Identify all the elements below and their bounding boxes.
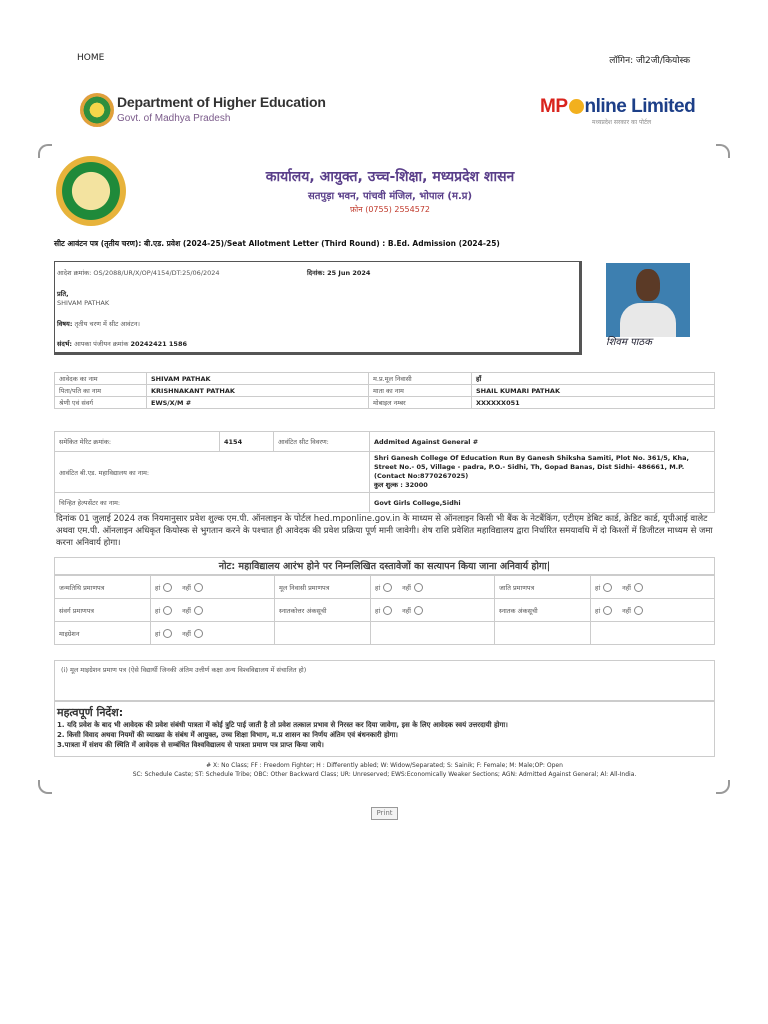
yes-label: हां [375, 606, 381, 615]
yes-option [595, 584, 612, 592]
candidate-signature: शिवम पाठक [606, 337, 652, 348]
radio-button[interactable] [414, 583, 423, 592]
yes-label: हां [595, 583, 601, 592]
dhe-emblem-icon [80, 93, 114, 127]
date-line: दिनांक: 25 Jun 2024 [307, 269, 371, 277]
document-options [151, 622, 275, 645]
field-label: म.प्र.मूल निवासी [369, 373, 472, 385]
radio-button[interactable] [383, 606, 392, 615]
field-label: माता का नाम [369, 385, 472, 397]
no-option [402, 584, 423, 592]
radio-button[interactable] [163, 583, 172, 592]
no-option [622, 607, 643, 615]
radio-button[interactable] [194, 606, 203, 615]
document-options [591, 576, 715, 599]
document-label [495, 622, 591, 645]
radio-button[interactable] [634, 583, 643, 592]
document-options [151, 599, 275, 622]
frame-corner [38, 780, 52, 794]
candidate-details-table [54, 372, 715, 409]
instruction-item: 2. किसी विवाद अथवा नियमों की व्याख्या के संबंध में आयुक्त, उच्च शिक्षा विभाग, म.प्र शासन का निर्णय अंतिम एवं बंधनकारी होगा। [57, 731, 398, 739]
college-label: आवंटित बी.एड. महाविद्यालय का नाम: [55, 452, 370, 493]
document-options [371, 576, 495, 599]
seat-type-label: आवंटित सीट विवरण: [274, 432, 370, 452]
no-label: नहीं [182, 583, 191, 592]
radio-button[interactable] [603, 583, 612, 592]
table-row [55, 373, 715, 385]
field-value: SHIVAM PATHAK [147, 373, 369, 385]
document-options [371, 622, 495, 645]
document-label: माइग्रेशन [55, 622, 151, 645]
document-options [591, 622, 715, 645]
yes-option [155, 584, 172, 592]
to-label: प्रति, [57, 290, 69, 298]
merit-label: समेकित मेरिट क्रमांक: [55, 432, 220, 452]
frame-corner [716, 780, 730, 794]
table-row [55, 576, 715, 599]
print-button[interactable]: Print [371, 807, 398, 820]
radio-button[interactable] [634, 606, 643, 615]
no-option [402, 607, 423, 615]
office-title: कार्यालय, आयुक्त, उच्च-शिक्षा, मध्यप्रदेश शासन [265, 169, 515, 185]
mponline-tagline: मध्यप्रदेश सरकार का पोर्टल [592, 119, 652, 126]
radio-button[interactable] [383, 583, 392, 592]
migration-note: (i) मूल माइग्रेशन प्रमाण पत्र (ऐसे विद्यार्थी जिनकी अंतिम उत्तीर्ण कक्षा अन्य विश्वविद्यालय में संचालित हो) [54, 660, 715, 701]
table-row [55, 397, 715, 409]
no-option [182, 607, 203, 615]
legend-line: SC: Schedule Caste; ST: Schedule Tribe; OBC: Other Backward Class; UR: Unreserved; EWS:Economically Weaker Sections; AGN: Admitted Against General; Al: All-India. [132, 771, 637, 778]
college-value: Shri Ganesh College Of Education Run By Ganesh Shiksha Samiti, Plot No. 361/5, Kha, Street No.- 05, Village - padra, P.O.- Sidhi, Th, Gopad Banas, Dist Sidhi- 486661, M.P. (Contact No:8770267025) कुल शुल्क : 32000 [370, 452, 715, 493]
instruction-item: 1. यदि प्रवेश के बाद भी आवेदक की प्रवेश संबंधी पात्रता में कोई त्रुटि पाई जाती है तो प्रवेश तत्काल प्रभाव से निरस्त कर दिया जावेगा, इस के लिए आवेदक स्वयं उत्तरदायी होगा। [57, 721, 508, 729]
field-value: KRISHNAKANT PATHAK [147, 385, 369, 397]
document-label: मूल निवासी प्रमाणपत्र [275, 576, 371, 599]
field-label: पिता/पति का नाम [55, 385, 147, 397]
seat-type-value: Addmited Against General # [370, 432, 715, 452]
no-label: नहीं [182, 629, 191, 638]
letter-heading: सीट आवंटन पत्र (तृतीय चरण): बी.एड. प्रवेश (2024-25)/Seat Allotment Letter (Third Round) : B.Ed. Admission (2024-25) [54, 239, 500, 248]
fee-payment-note: दिनांक 01 जुलाई 2024 तक नियमानुसार प्रवेश शुल्क एम.पी. ऑनलाइन के पोर्टल hed.mponline.gov.in के माध्यम से ऑनलाइन किसी भी बैंक के नेटबैंकिंग, एटीएम डेबिट कार्ड, क्रेडिट कार्ड, यूपीआई वालेट अथवा एम.पी. ऑनलाइन अधिकृत कियोस्क से भुगतान करने के पश्चात ही आवेदक की प्रवेश प्रक्रिया पूर्ण मानी जावेगी। शेष राशि प्रवेशित महाविद्यालय द्वारा निर्धारित समयावधि में दो किश्तों में डिजीटल माध्यम से जमा करना अनिवार्य होगा। [56, 514, 713, 548]
radio-button[interactable] [163, 629, 172, 638]
yes-label: हां [155, 583, 161, 592]
radio-button[interactable] [603, 606, 612, 615]
radio-button[interactable] [163, 606, 172, 615]
radio-button[interactable] [194, 629, 203, 638]
candidate-photo [606, 263, 690, 337]
radio-button[interactable] [194, 583, 203, 592]
yes-label: हां [155, 606, 161, 615]
merit-value: 4154 [220, 432, 274, 452]
no-label: नहीं [622, 583, 631, 592]
instructions-box [54, 701, 715, 757]
document-options [151, 576, 275, 599]
yes-option [155, 630, 172, 638]
document-options [371, 599, 495, 622]
document-label: संवर्ग प्रमाणपत्र [55, 599, 151, 622]
no-label: नहीं [182, 606, 191, 615]
nav-home-link[interactable]: HOME [77, 53, 105, 63]
field-value: हाँ [472, 373, 715, 385]
to-name: SHIVAM PATHAK [57, 299, 110, 307]
order-line: आदेश क्रमांक: OS/2088/UR/X/OP/4154/DT:25/06/2024 [57, 269, 220, 277]
legend-line: # X: No Class; FF : Freedom Fighter; H : Differently abled; W: Widow/Separated; S: Sainik; F: Female; M: Male;OP: Open [206, 762, 563, 769]
table-row [55, 622, 715, 645]
field-value: EWS/X/M # [147, 397, 369, 409]
allotment-table [54, 431, 715, 513]
yes-option [375, 584, 392, 592]
field-label: श्रेणी एवं संवर्ग [55, 397, 147, 409]
legend [54, 761, 715, 779]
helpcenter-value: Govt Girls College,Sidhi [370, 493, 715, 513]
mponline-logo: MP nline Limited [540, 96, 696, 117]
field-value: SHAIL KUMARI PATHAK [472, 385, 715, 397]
helpcenter-label: चिन्हित हेल्पसेंटर का नाम: [55, 493, 370, 513]
office-phone: फ़ोन (0755) 2554572 [350, 205, 430, 214]
document-label [275, 622, 371, 645]
instructions-title: महत्वपूर्ण निर्देश: [57, 706, 124, 719]
no-option [182, 584, 203, 592]
document-options [591, 599, 715, 622]
no-label: नहीं [622, 606, 631, 615]
document-label: स्नातकोत्तर अंकसूची [275, 599, 371, 622]
dept-subtitle: Govt. of Madhya Pradesh [117, 113, 231, 124]
yes-option [595, 607, 612, 615]
radio-button[interactable] [414, 606, 423, 615]
field-label: आवेदक का नाम [55, 373, 147, 385]
document-label: जन्मतिथि प्रमाणपत्र [55, 576, 151, 599]
yes-option [375, 607, 392, 615]
no-label: नहीं [402, 606, 411, 615]
mponline-o-icon [569, 99, 584, 114]
documents-table [54, 575, 715, 645]
document-label: स्नातक अंकसूची [495, 599, 591, 622]
frame-corner [716, 144, 730, 158]
verification-note: नोट: महाविद्यालय आरंभ होने पर निम्नलिखित दस्तावेजों का सत्यापन किया जाना अनिवार्य होगा| [54, 557, 715, 575]
mp-govt-emblem-icon [56, 156, 126, 226]
field-value: XXXXXX051 [472, 397, 715, 409]
table-row [55, 385, 715, 397]
letter-box [54, 261, 582, 355]
subject-line: विषय: तृतीय चरण में सीट आवंटन। [57, 320, 140, 328]
office-address: सतपुड़ा भवन, पांचवी मंजिल, भोपाल (म.प्र) [307, 191, 473, 202]
yes-label: हां [595, 606, 601, 615]
no-label: नहीं [402, 583, 411, 592]
yes-label: हां [375, 583, 381, 592]
table-row [55, 599, 715, 622]
no-option [622, 584, 643, 592]
field-label: मोबाइल नम्बर [369, 397, 472, 409]
yes-option [155, 607, 172, 615]
no-option [182, 630, 203, 638]
dept-title: Department of Higher Education [117, 94, 326, 110]
frame-corner [38, 144, 52, 158]
reference-line: संदर्भ: आपका पंजीयन क्रमांक 20242421 1586 [57, 340, 187, 348]
yes-label: हां [155, 629, 161, 638]
document-label: जाति प्रमाणपत्र [495, 576, 591, 599]
instruction-item: 3.पात्रता में संशय की स्थिति में आवेदक से सम्बंधित विश्वविद्यालय से पात्रता प्रमाण पत्र प्राप्त किया जाये। [57, 741, 324, 749]
nav-login-link[interactable]: लॉगिन: जी2जी/कियोस्क [609, 56, 690, 66]
